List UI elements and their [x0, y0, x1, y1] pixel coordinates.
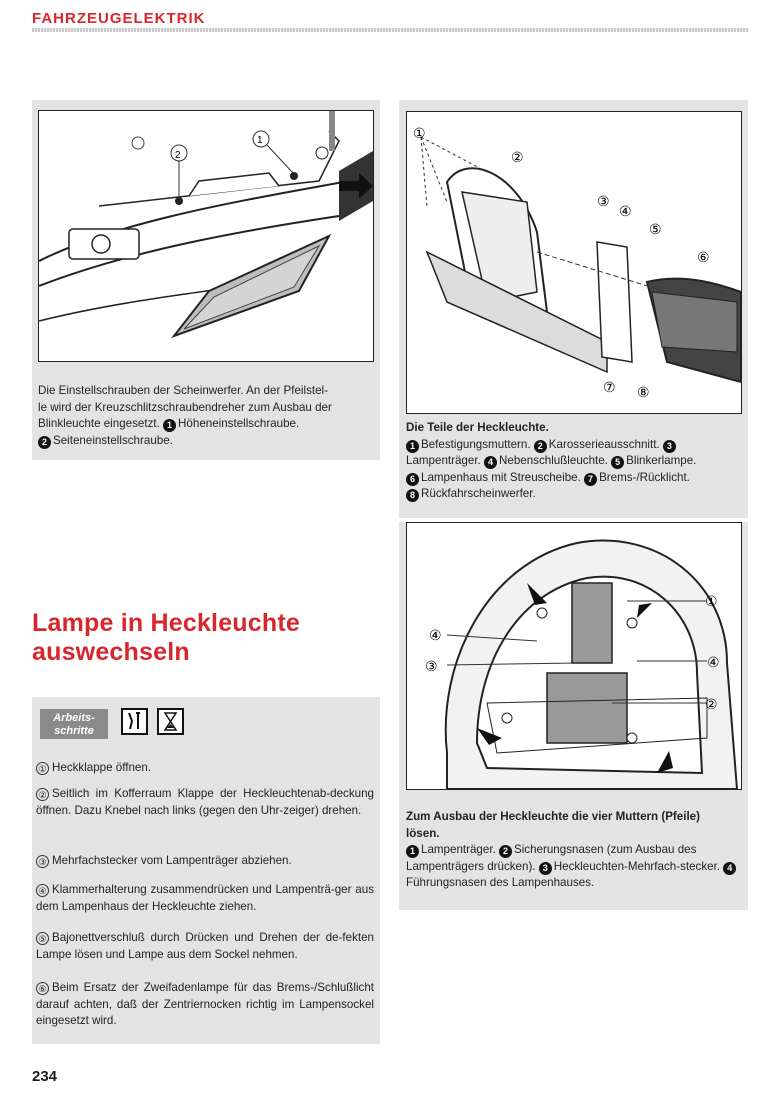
step-text: Heckklappe öffnen.: [52, 761, 152, 774]
work-steps-badge: [40, 709, 108, 739]
figure1-caption-line: Blinkleuchte eingesetzt.: [38, 417, 160, 431]
figure3-item-text: Heckleuchten-Mehrfach-stecker.: [553, 859, 721, 873]
figure1-caption-line: Die Einstellschrauben der Scheinwerfer. An der Pfeilstel-: [38, 384, 328, 397]
step-number: ②: [36, 788, 49, 801]
figure3-item-number: 2: [499, 845, 512, 858]
page-number: 234: [32, 1068, 58, 1085]
figure2-item-text: Nebenschlußleuchte.: [499, 454, 608, 468]
figure1-caption: [38, 383, 374, 449]
figure2-caption: [406, 420, 742, 503]
figure2-item-text: Lampenträger.: [406, 454, 481, 468]
figure3-item-number: 3: [539, 862, 552, 875]
figure2-callout-6: ⑥: [697, 249, 710, 265]
figure3-item-text: Führungsnasen des Lampenhauses.: [406, 876, 595, 890]
step-text: Seitlich im Kofferraum Klappe der Heckleuchtenab-deckung öffnen. Dazu Knebel nach links (gegen den Uhr-zeiger) drehen.: [36, 787, 374, 817]
figure3-callout-4: ④: [429, 627, 442, 643]
tail-light-parts-drawing: [407, 112, 741, 413]
step-item: [36, 930, 374, 963]
figure1-caption-line: le wird der Kreuzschlitzschraubendreher zum Ausbau der: [38, 400, 332, 414]
step-text: Bajonettverschluß durch Drücken und Drehen der de-fekten Lampe lösen und Lampe aus dem Sockel nehmen.: [36, 931, 374, 961]
section-header: FAHRZEUGELEKTRIK: [32, 10, 206, 27]
figure2-callout-1: ①: [413, 125, 426, 141]
lamp-carrier-drawing: [407, 523, 741, 789]
figure2-item-text: Rückfahrscheinwerfer.: [421, 487, 536, 501]
figure3-item-text: Lampenträger.: [421, 843, 496, 857]
figure2-caption-title: Die Teile der Heckleuchte.: [406, 421, 549, 434]
headlight-drawing: [39, 111, 373, 361]
figure2-item-text: Blinkerlampe.: [626, 454, 697, 468]
badge-line: schritte: [54, 725, 94, 737]
figure3-item-number: 4: [723, 862, 736, 875]
figure2-item-number: 4: [484, 456, 497, 469]
step-number: ①: [36, 762, 49, 775]
figure3-callout-4b: ④: [707, 654, 720, 670]
figure1-illustration: [38, 110, 374, 362]
step-number: ③: [36, 855, 49, 868]
step-text: Mehrfachstecker vom Lampenträger abziehen.: [52, 854, 292, 867]
step-item: [36, 760, 374, 777]
figure2-callout-4: ④: [619, 203, 632, 219]
step-item: [36, 882, 374, 915]
figure2-illustration: [406, 111, 742, 414]
figure3-callout-3: ③: [425, 658, 438, 674]
figure3-caption: [406, 809, 742, 892]
figure2-item-number: 1: [406, 440, 419, 453]
figure2-callout-7: ⑦: [603, 379, 616, 395]
figure2-callout-2: ②: [511, 149, 524, 165]
figure2-item-number: 8: [406, 489, 419, 502]
step-text: Beim Ersatz der Zweifadenlampe für das Brems-/Schlußlicht darauf achten, daß der Zentriernocken richtig im Lampensockel eingesetzt wird.: [36, 981, 374, 1028]
step-number: ⑥: [36, 982, 49, 995]
figure3-callout-1: ①: [705, 593, 718, 609]
section-heading-line: auswechseln: [32, 638, 190, 666]
figure2-item-number: 5: [611, 456, 624, 469]
figure2-item-text: Lampenhaus mit Streuscheibe.: [421, 470, 581, 484]
step-item: [36, 980, 374, 1030]
figure2-item-number: 7: [584, 473, 597, 486]
figure2-item-text: Karosserieausschnitt.: [548, 437, 660, 451]
figure3-item-number: 1: [406, 845, 419, 858]
hourglass-icon: [157, 708, 184, 735]
figure3-illustration: [406, 522, 742, 790]
step-number: ④: [36, 884, 49, 897]
step-text: Klammerhalterung zusammendrücken und Lampenträ-ger aus dem Lampenhaus der Heckleuchte ziehen.: [36, 883, 374, 913]
wrench-screwdriver-icon: [121, 708, 148, 735]
figure2-callout-8: ⑧: [637, 384, 650, 400]
section-heading-line: Lampe in Heckleuchte: [32, 609, 300, 637]
step-item: [36, 853, 374, 870]
figure1-callout-2: 2: [175, 150, 181, 161]
figure1-item-number: 2: [38, 436, 51, 449]
figure2-callout-5: ⑤: [649, 221, 662, 237]
badge-line: Arbeits-: [53, 712, 95, 724]
figure3-caption-title: Zum Ausbau der Heckleuchte die vier Muttern (Pfeile): [406, 810, 700, 823]
figure2-callout-3: ③: [597, 193, 610, 209]
figure1-item-number: 1: [163, 419, 176, 432]
figure2-item-number: 6: [406, 473, 419, 486]
step-number: ⑤: [36, 932, 49, 945]
figure1-callout-1: 1: [257, 135, 263, 146]
figure3-caption-title: lösen.: [406, 826, 440, 840]
figure1-item-text: Höheneinstellschraube.: [178, 417, 300, 431]
section-heading: [32, 609, 300, 667]
figure1-item-text: Seiteneinstellschraube.: [53, 433, 173, 447]
figure2-item-text: Befestigungsmuttern.: [421, 437, 531, 451]
figure2-item-number: 2: [534, 440, 547, 453]
figure2-item-number: 3: [663, 440, 676, 453]
figure3-item-text: Sicherungsnasen (zum Ausbau des Lampenträgers drücken).: [406, 843, 697, 873]
step-item: [36, 786, 374, 819]
header-rule: [32, 28, 749, 32]
figure3-callout-2: ②: [705, 696, 718, 712]
figure2-item-text: Brems-/Rücklicht.: [599, 470, 690, 484]
